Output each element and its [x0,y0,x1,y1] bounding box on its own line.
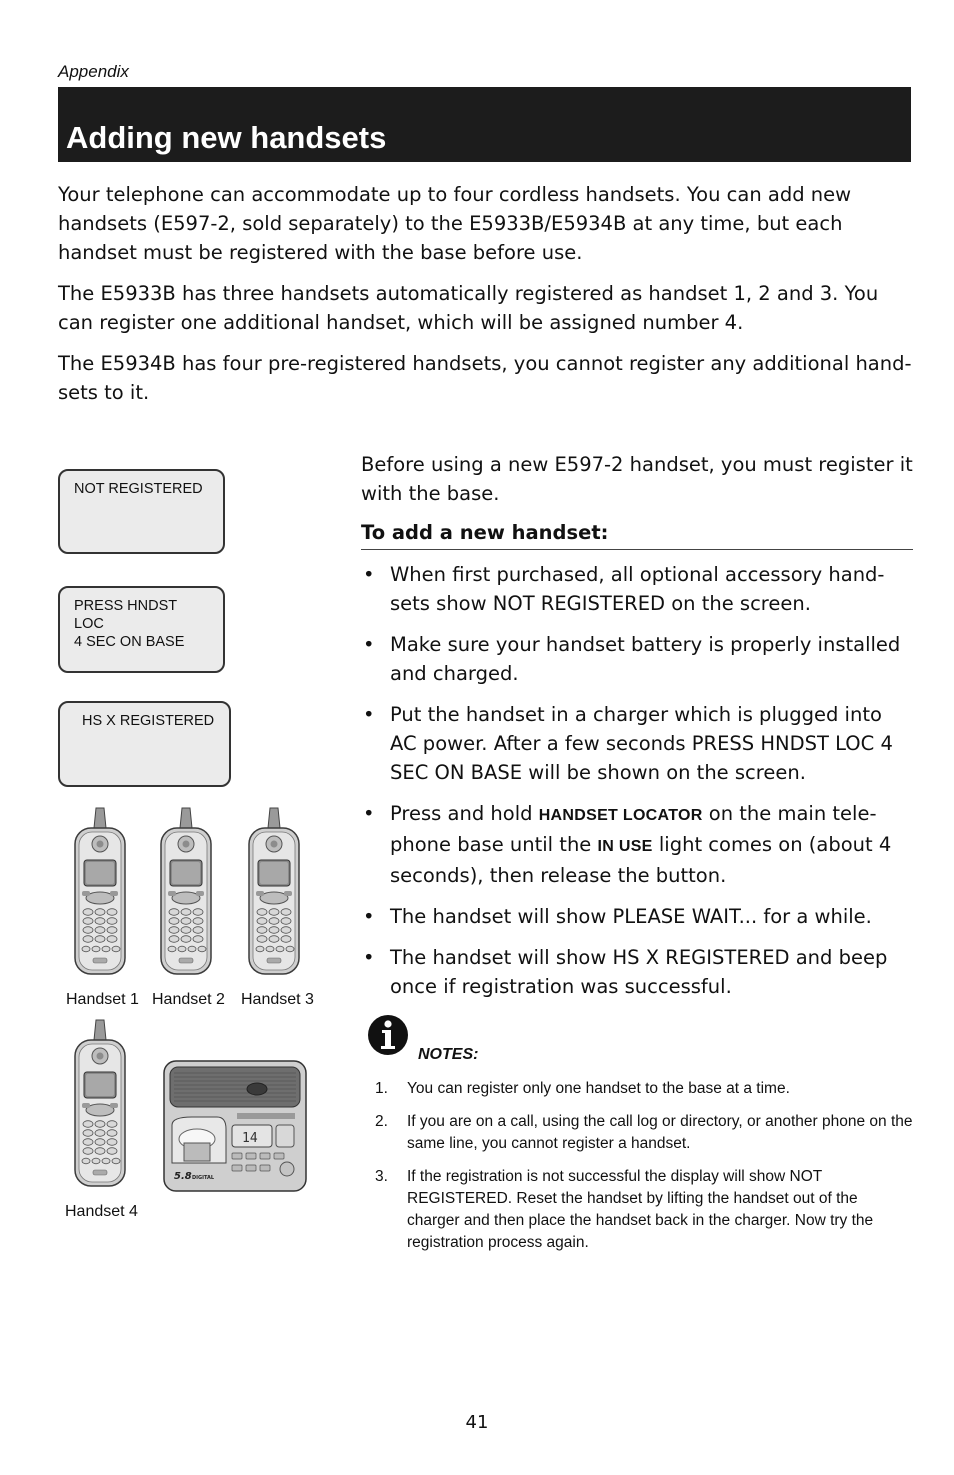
note-item [373,1166,913,1254]
step-item: • The handset will show PLEASE WAIT... for a while. [361,902,913,931]
screen-press-hndst-loc [58,586,225,673]
step-item: • Put the handset in a charger which is plugged into AC power. After a few seconds PRESS HNDST LOC 4 SEC ON BASE will be shown on the screen. [361,700,913,787]
note-number: 1. [375,1080,388,1097]
note-text: If the registration is not successful the display will show NOT REGISTERED. Reset the handset by lifting the handset out of the charger and then place the handset back in the charger. Now try the registration process again. [407,1168,874,1251]
step-item: • When first purchased, all optional accessory hand-sets show NOT REGISTERED on the screen. [361,560,913,618]
intro-paragraph-1: Your telephone can accommodate up to four cordless handsets. You can add new handsets (E597-2, sold separately) to the E5933B/E5934B at any time, but each handset must be registered with the base before use. [58,183,852,264]
page-number: 41 [465,1412,489,1433]
screen-line: 4 SEC ON BASE [74,634,185,650]
screen-hs-registered [58,701,231,787]
handset-locator-key-label: HANDSET LOCATOR [538,807,703,824]
intro-paragraph-3: The E5934B has four pre-registered handsets, you cannot register any additional hand-sets to it. [58,352,912,404]
handset-3-caption: Handset 3 [241,991,314,1008]
procedure [361,450,913,1013]
notes-label: NOTES: [418,1046,479,1063]
note-number: 3. [375,1168,388,1185]
intro-text [58,180,914,419]
handset-2-caption: Handset 2 [152,991,225,1008]
section-label: Appendix [58,62,129,81]
screen-line: NOT REGISTERED [74,481,203,497]
screen-line: PRESS HNDST LOC [74,598,177,632]
handset-4-illustration [70,1018,130,1190]
page-title: Adding new handsets [66,120,387,155]
handset-1-illustration [70,806,130,978]
handset-3-illustration [244,806,304,978]
note-number: 2. [375,1113,388,1130]
note-item [373,1078,913,1100]
note-item [373,1111,913,1155]
base-brand-suffix: DIGITAL [192,1175,215,1181]
notes-list [373,1078,913,1265]
handset-2-illustration [156,806,216,978]
title-bar [58,87,911,162]
step-text: Press and hold [390,802,539,825]
screen-line: HS X REGISTERED [82,713,215,729]
note-text: If you are on a call, using the call log or directory, or another phone on the same line, you cannot register a handset. [407,1113,913,1152]
intro-paragraph-2: The E5933B has three handsets automatically registered as handset 1, 2 and 3. You can register one additional handset, which will be assigned number 4. [58,282,879,334]
screen-not-registered [58,469,225,554]
in-use-key-label: IN USE [597,838,653,855]
procedure-heading: To add a new handset: [361,518,913,550]
step-text: on the main tele-phone base until the [390,802,877,856]
handset-1-caption: Handset 1 [66,991,139,1008]
base-station-illustration [162,1059,308,1193]
step-item: • Make sure your handset battery is properly installed and charged. [361,630,913,688]
step-item [361,799,913,890]
base-brand-mark: 5.8 [174,1171,192,1182]
handset-4-caption: Handset 4 [65,1203,138,1220]
procedure-lead: Before using a new E597-2 handset, you must register it with the base. [361,453,913,505]
note-text: You can register only one handset to the base at a time. [407,1080,790,1097]
base-counter-display: 14 [242,1131,258,1146]
step-item: • The handset will show HS X REGISTERED and beep once if registration was successful. [361,943,913,1001]
info-icon [367,1014,411,1058]
procedure-steps [361,560,913,1001]
step-text: light comes on (about 4 seconds), then release the button. [390,833,892,887]
